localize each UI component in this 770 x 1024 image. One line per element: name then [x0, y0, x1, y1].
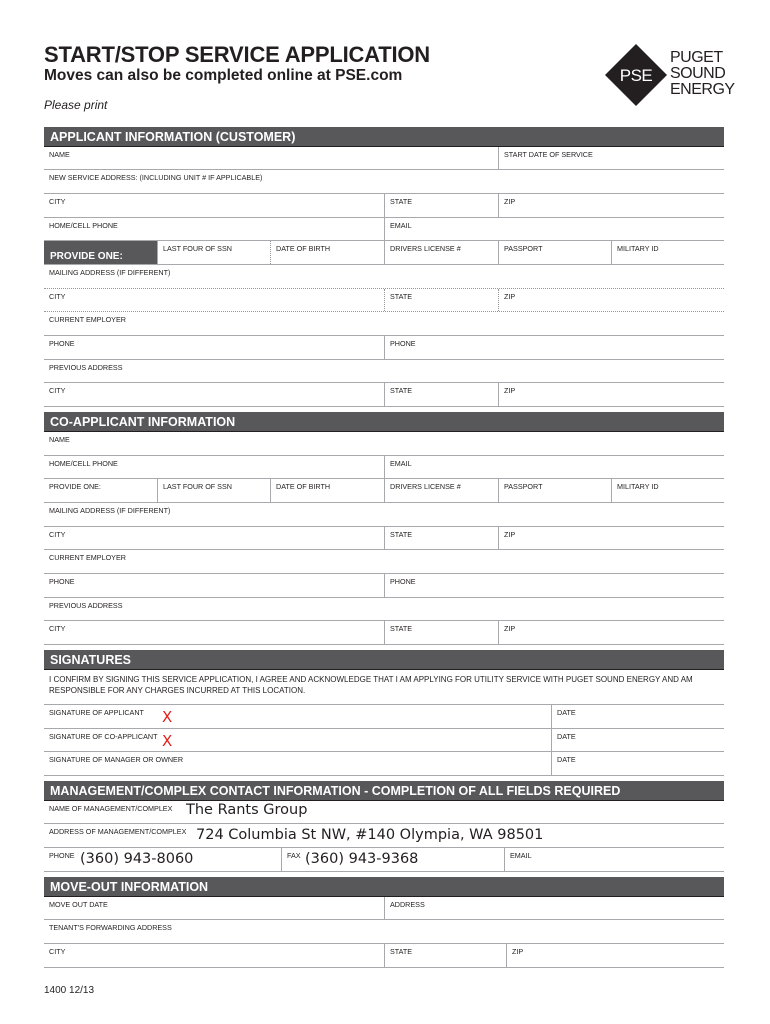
coapplicant-provide-one-label: PROVIDE ONE:	[49, 482, 101, 491]
coapplicant-home-phone-field[interactable]: HOME/CELL PHONE	[49, 459, 118, 468]
provide-one-label: PROVIDE ONE:	[44, 241, 157, 264]
applicant-previous-row	[44, 360, 724, 383]
applicant-license-field[interactable]: DRIVERS LICENSE #	[384, 241, 498, 264]
coapplicant-employer-phone-field[interactable]: PHONE	[49, 577, 75, 586]
logo-line-1: PUGET	[670, 49, 723, 66]
moveout-city-field[interactable]: CITY	[49, 947, 66, 956]
management-email-field[interactable]: EMAIL	[504, 848, 724, 871]
applicant-employer-phone2-field[interactable]: PHONE	[384, 336, 724, 359]
moveout-date-field[interactable]: MOVE OUT DATE	[49, 900, 108, 909]
coapplicant-dob-field[interactable]: DATE OF BIRTH	[270, 479, 384, 502]
coapplicant-previous-zip-field[interactable]: ZIP	[498, 621, 724, 644]
print-note: Please print	[44, 98, 108, 112]
applicant-ssn-field[interactable]: LAST FOUR OF SSN	[157, 241, 270, 264]
logo-mark: PSE	[619, 66, 653, 85]
applicant-employer-row	[44, 312, 724, 336]
coapplicant-previous-row	[44, 598, 724, 621]
coapplicant-previous-city-row	[44, 621, 724, 645]
logo-wordmark	[670, 50, 735, 98]
applicant-mailing-zip-field[interactable]: ZIP	[498, 289, 724, 311]
applicant-passport-field[interactable]: PASSPORT	[498, 241, 611, 264]
coapplicant-mailing-address-field[interactable]: MAILING ADDRESS (IF DIFFERENT)	[49, 506, 171, 515]
applicant-previous-city-field[interactable]: CITY	[49, 386, 66, 395]
moveout-address-field[interactable]: ADDRESS	[384, 897, 724, 919]
signatures-section	[44, 650, 724, 776]
coapplicant-name-field[interactable]: NAME	[49, 435, 70, 444]
management-phone-label: PHONE	[49, 851, 75, 860]
coapplicant-signature-date-field[interactable]: DATE	[551, 729, 724, 751]
applicant-section	[44, 127, 724, 407]
forwarding-address-row	[44, 920, 724, 944]
applicant-employer-phone-row	[44, 336, 724, 360]
applicant-name-field[interactable]: NAME	[49, 150, 70, 159]
management-phone-row	[44, 848, 724, 872]
applicant-city-field[interactable]: CITY	[49, 197, 66, 206]
applicant-mailing-city-row	[44, 289, 724, 312]
applicant-city-row	[44, 194, 724, 218]
coapplicant-email-field[interactable]: EMAIL	[384, 456, 724, 478]
management-fax-field[interactable]	[281, 848, 504, 871]
applicant-section-header: APPLICANT INFORMATION (CUSTOMER)	[44, 127, 724, 147]
form-subtitle: Moves can also be completed online at PSE.com	[44, 67, 403, 84]
moveout-city-row	[44, 944, 724, 968]
applicant-phone-row	[44, 218, 724, 241]
applicant-previous-city-row	[44, 383, 724, 407]
form-title: START/STOP SERVICE APPLICATION	[44, 42, 430, 67]
coapplicant-city-row	[44, 527, 724, 550]
coapplicant-employer-field[interactable]: CURRENT EMPLOYER	[49, 553, 126, 562]
moveout-date-row	[44, 897, 724, 920]
applicant-mailing-row	[44, 265, 724, 289]
applicant-id-row	[44, 241, 724, 265]
management-name-row	[44, 801, 724, 824]
management-section-header: MANAGEMENT/COMPLEX CONTACT INFORMATION - COMPLETION OF ALL FIELDS REQUIRED	[44, 781, 724, 801]
coapplicant-state-field[interactable]: STATE	[384, 527, 498, 549]
coapplicant-signature-row	[44, 729, 724, 752]
coapplicant-military-id-field[interactable]: MILITARY ID	[611, 479, 724, 502]
applicant-previous-zip-field[interactable]: ZIP	[498, 383, 724, 406]
coapplicant-employer-row	[44, 550, 724, 574]
applicant-employer-field[interactable]: CURRENT EMPLOYER	[49, 315, 126, 324]
coapplicant-previous-state-field[interactable]: STATE	[384, 621, 498, 644]
logo-line-2: SOUND	[670, 65, 726, 82]
management-address-row	[44, 824, 724, 848]
applicant-mailing-state-field[interactable]: STATE	[384, 289, 498, 311]
management-address-field[interactable]	[44, 824, 724, 847]
coapplicant-zip-field[interactable]: ZIP	[498, 527, 724, 549]
applicant-zip-field[interactable]: ZIP	[498, 194, 724, 217]
manager-signature-date-field[interactable]: DATE	[551, 752, 724, 775]
new-service-address-field[interactable]: NEW SERVICE ADDRESS: (INCLUDING UNIT # IF APPLICABLE)	[49, 173, 263, 182]
manager-signature-row	[44, 752, 724, 776]
applicant-signature-date-field[interactable]: DATE	[551, 705, 724, 728]
coapplicant-ssn-field[interactable]: LAST FOUR OF SSN	[157, 479, 270, 502]
coapplicant-id-row	[44, 479, 724, 503]
applicant-previous-address-field[interactable]: PREVIOUS ADDRESS	[49, 363, 123, 372]
signatures-section-header: SIGNATURES	[44, 650, 724, 670]
new-address-row	[44, 170, 724, 194]
management-fax-value: (360) 943-9368	[305, 851, 419, 867]
applicant-dob-field[interactable]: DATE OF BIRTH	[270, 241, 384, 264]
coapplicant-name-row	[44, 432, 724, 456]
coapplicant-passport-field[interactable]: PASSPORT	[498, 479, 611, 502]
applicant-mailing-city-field[interactable]: CITY	[49, 292, 66, 301]
start-date-field[interactable]: START DATE OF SERVICE	[498, 147, 724, 169]
management-phone-field[interactable]	[44, 848, 281, 871]
moveout-zip-field[interactable]: ZIP	[506, 944, 724, 967]
applicant-signature-row	[44, 705, 724, 729]
management-name-value: The Rants Group	[186, 802, 308, 818]
coapplicant-signature-field[interactable]	[44, 729, 551, 751]
moveout-state-field[interactable]: STATE	[384, 944, 506, 967]
moveout-section-header: MOVE-OUT INFORMATION	[44, 877, 724, 897]
applicant-sign-here-mark: X	[162, 708, 173, 726]
applicant-signature-field[interactable]	[44, 705, 551, 728]
forwarding-address-field[interactable]: TENANT'S FORWARDING ADDRESS	[49, 923, 172, 932]
management-phone-value: (360) 943-8060	[80, 851, 194, 867]
logo-line-3: ENERGY	[670, 81, 735, 98]
applicant-employer-phone-field[interactable]: PHONE	[49, 339, 75, 348]
applicant-signature-label: SIGNATURE OF APPLICANT	[49, 708, 144, 717]
coapplicant-signature-label: SIGNATURE OF CO-APPLICANT	[49, 732, 158, 741]
coapplicant-sign-here-mark: X	[162, 732, 173, 750]
coapplicant-city-field[interactable]: CITY	[49, 530, 66, 539]
coapplicant-mailing-row	[44, 503, 724, 527]
applicant-home-phone-field[interactable]: HOME/CELL PHONE	[49, 221, 118, 230]
management-fax-label: FAX	[287, 851, 301, 860]
form-code: 1400 12/13	[44, 985, 95, 996]
applicant-name-row	[44, 147, 724, 170]
management-name-label: NAME OF MANAGEMENT/COMPLEX	[49, 804, 173, 813]
coapplicant-previous-address-field[interactable]: PREVIOUS ADDRESS	[49, 601, 123, 610]
coapplicant-license-field[interactable]: DRIVERS LICENSE #	[384, 479, 498, 502]
coapplicant-section-header: CO-APPLICANT INFORMATION	[44, 412, 724, 432]
coapplicant-previous-city-field[interactable]: CITY	[49, 624, 66, 633]
coapplicant-employer-phone2-field[interactable]: PHONE	[384, 574, 724, 597]
coapplicant-employer-phone-row	[44, 574, 724, 598]
management-name-field[interactable]	[44, 801, 724, 823]
applicant-previous-state-field[interactable]: STATE	[384, 383, 498, 406]
coapplicant-phone-row	[44, 456, 724, 479]
applicant-military-id-field[interactable]: MILITARY ID	[611, 241, 724, 264]
management-section	[44, 781, 724, 872]
manager-signature-field[interactable]: SIGNATURE OF MANAGER OR OWNER	[49, 755, 184, 764]
applicant-email-field[interactable]: EMAIL	[384, 218, 724, 240]
management-address-value: 724 Columbia St NW, #140 Olympia, WA 98501	[196, 827, 544, 843]
management-address-label: ADDRESS OF MANAGEMENT/COMPLEX	[49, 827, 187, 836]
applicant-mailing-address-field[interactable]: MAILING ADDRESS (IF DIFFERENT)	[49, 268, 171, 277]
signature-statement: I CONFIRM BY SIGNING THIS SERVICE APPLICATION, I AGREE AND ACKNOWLEDGE THAT I AM APPLYING FOR UTILITY SERVICE WITH PUGET SOUND ENERGY AND AM RESPONSIBLE FOR ANY CHARGES INCURRED AT THIS LOCATION.	[44, 670, 724, 705]
coapplicant-section	[44, 412, 724, 645]
moveout-section	[44, 877, 724, 968]
applicant-state-field[interactable]: STATE	[384, 194, 498, 217]
